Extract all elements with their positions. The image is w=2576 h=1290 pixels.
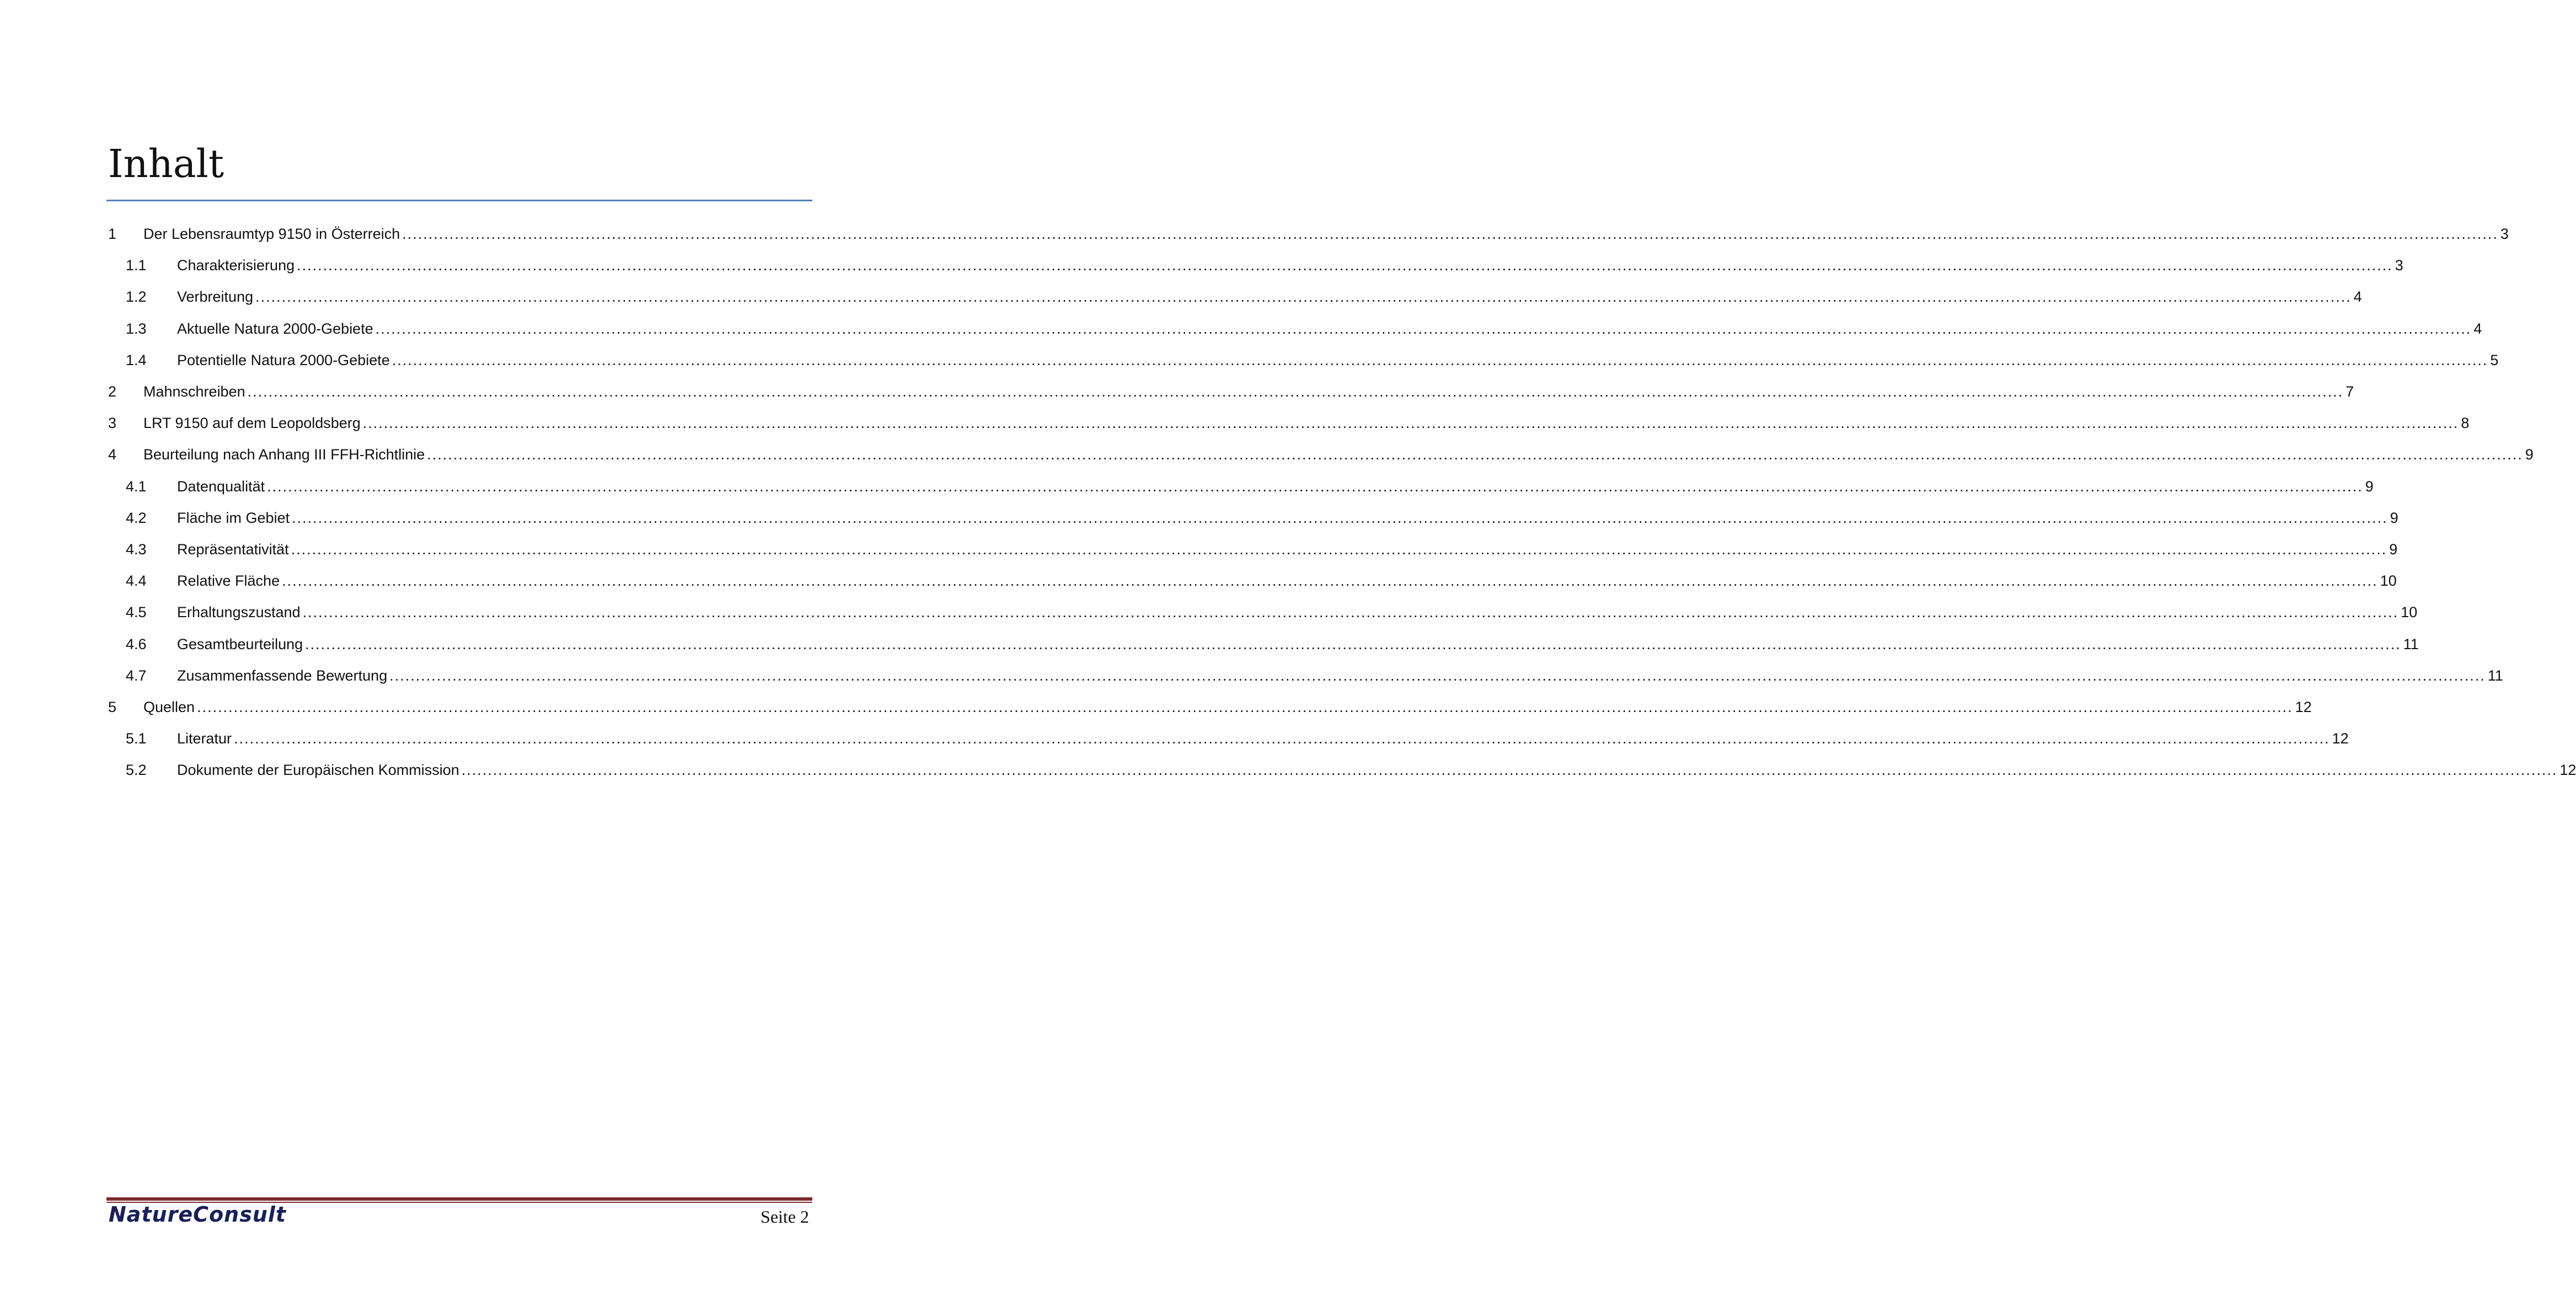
footer-brand-logo: NatureConsult (109, 1202, 287, 1227)
toc-entry-title[interactable]: LRT 9150 auf dem Leopoldsberg (143, 415, 361, 432)
toc-entry-page[interactable]: 7 (2345, 383, 2354, 400)
footer-rule (106, 1197, 812, 1201)
toc-entry[interactable] (126, 254, 2403, 276)
toc-entry-page[interactable]: 9 (2390, 509, 2398, 526)
toc-entry[interactable] (108, 696, 2312, 718)
toc-entry-title[interactable]: Gesamtbeurteilung (177, 635, 303, 652)
toc-dot-leader: ................................................................................................................................................................................................................................................................................................................................................................................................................ (297, 257, 2393, 274)
toc-entry-page[interactable]: 3 (2395, 257, 2403, 274)
toc-entry-title[interactable]: Zusammenfassende Bewertung (177, 667, 388, 684)
toc-entry[interactable] (126, 727, 2349, 750)
toc-dot-leader: ................................................................................................................................................................................................................................................................................................................................................................................................................ (292, 509, 2388, 526)
toc-entry-number: 4.7 (126, 667, 147, 684)
toc-entry[interactable] (126, 286, 2362, 308)
toc-entry-title[interactable]: Charakterisierung (177, 257, 295, 274)
toc-entry-number: 1.4 (126, 351, 147, 368)
toc-entry-page[interactable]: 12 (2332, 730, 2349, 747)
toc-entry-number: 5 (108, 699, 117, 715)
toc-entry-title[interactable]: Der Lebensraumtyp 9150 in Österreich (143, 226, 400, 242)
title-underline (106, 200, 812, 201)
toc-dot-leader: ................................................................................................................................................................................................................................................................................................................................................................................................................ (402, 226, 2498, 242)
toc-dot-leader: ................................................................................................................................................................................................................................................................................................................................................................................................................ (427, 446, 2523, 463)
toc-entry-number: 1.1 (126, 257, 147, 274)
toc-dot-leader: ................................................................................................................................................................................................................................................................................................................................................................................................................ (305, 635, 2401, 652)
toc-entry-number: 4.3 (126, 541, 147, 558)
toc-dot-leader: ................................................................................................................................................................................................................................................................................................................................................................................................................ (234, 730, 2330, 747)
toc-entry[interactable] (108, 223, 2509, 245)
toc-entry[interactable] (126, 633, 2419, 655)
toc-entry-title[interactable]: Fläche im Gebiet (177, 509, 290, 526)
toc-entry-title[interactable]: Verbreitung (177, 288, 254, 306)
toc-dot-leader: ................................................................................................................................................................................................................................................................................................................................................................................................................ (197, 699, 2293, 715)
toc-entry-page[interactable]: 4 (2473, 320, 2482, 337)
toc-dot-leader: ................................................................................................................................................................................................................................................................................................................................................................................................................ (302, 604, 2399, 621)
toc-entry[interactable] (126, 665, 2503, 687)
toc-dot-leader: ................................................................................................................................................................................................................................................................................................................................................................................................................ (282, 572, 2378, 590)
toc-entry-page[interactable]: 5 (2490, 351, 2499, 368)
toc-entry-title[interactable]: Erhaltungszustand (177, 604, 301, 621)
toc-entry-title[interactable]: Potentielle Natura 2000-Gebiete (177, 351, 390, 368)
toc-entry-number: 1.3 (126, 320, 147, 337)
toc-entry-number: 4.6 (126, 635, 147, 652)
toc-entry-number: 5.1 (126, 730, 147, 747)
toc-entry-title[interactable]: Datenqualität (177, 478, 265, 495)
footer-page-number: Seite 2 (761, 1207, 809, 1227)
toc-entry-title[interactable]: Dokumente der Europäischen Kommission (177, 762, 459, 779)
toc-entry-page[interactable]: 4 (2353, 288, 2362, 306)
toc-entry-page[interactable]: 9 (2389, 541, 2398, 558)
toc-entry[interactable] (126, 318, 2482, 340)
toc-entry-page[interactable]: 8 (2461, 415, 2470, 432)
toc-entry[interactable] (126, 475, 2374, 497)
toc-entry[interactable] (126, 507, 2398, 529)
toc-entry[interactable] (108, 381, 2354, 403)
toc-entry-title[interactable]: Repräsentativität (177, 541, 289, 558)
toc-entry-number: 1 (108, 226, 117, 242)
toc-dot-leader: ................................................................................................................................................................................................................................................................................................................................................................................................................ (362, 415, 2459, 432)
toc-entry-page[interactable]: 9 (2525, 446, 2534, 463)
toc-dot-leader: ................................................................................................................................................................................................................................................................................................................................................................................................................ (461, 762, 2558, 779)
toc-dot-leader: ................................................................................................................................................................................................................................................................................................................................................................................................................ (389, 667, 2486, 684)
toc-dot-leader: ................................................................................................................................................................................................................................................................................................................................................................................................................ (291, 541, 2387, 558)
toc-entry-number: 4.1 (126, 478, 147, 495)
toc-entry[interactable] (108, 412, 2470, 434)
toc-entry-title[interactable]: Quellen (143, 699, 195, 715)
toc-dot-leader: ................................................................................................................................................................................................................................................................................................................................................................................................................ (255, 288, 2352, 306)
toc-entry-number: 1.2 (126, 288, 147, 306)
toc-entry-number: 3 (108, 415, 117, 432)
page-title: Inhalt (108, 141, 224, 186)
toc-entry-page[interactable]: 11 (2403, 635, 2419, 652)
toc-dot-leader: ................................................................................................................................................................................................................................................................................................................................................................................................................ (392, 351, 2488, 368)
toc-entry-number: 4 (108, 446, 117, 463)
toc-dot-leader: ................................................................................................................................................................................................................................................................................................................................................................................................................ (247, 383, 2344, 400)
toc-entry-title[interactable]: Literatur (177, 730, 232, 747)
toc-entry[interactable] (126, 601, 2418, 623)
toc-entry[interactable] (126, 570, 2397, 592)
toc-entry-title[interactable]: Beurteilung nach Anhang III FFH-Richtlinie (143, 446, 425, 463)
toc-entry[interactable] (108, 443, 2534, 465)
toc-dot-leader: ................................................................................................................................................................................................................................................................................................................................................................................................................ (375, 320, 2472, 337)
toc-entry-number: 4.4 (126, 572, 147, 590)
toc-entry-number: 5.2 (126, 762, 147, 779)
toc-entry-title[interactable]: Mahnschreiben (143, 383, 245, 400)
toc-dot-leader: ................................................................................................................................................................................................................................................................................................................................................................................................................ (267, 478, 2363, 495)
toc-entry-page[interactable]: 10 (2380, 572, 2397, 590)
toc-entry-page[interactable]: 11 (2487, 667, 2503, 684)
toc-entry-page[interactable]: 10 (2401, 604, 2418, 621)
toc-entry-page[interactable]: 12 (2295, 699, 2312, 715)
toc-entry[interactable] (126, 538, 2398, 560)
toc-entry-page[interactable]: 9 (2365, 478, 2374, 495)
toc-entry-number: 2 (108, 383, 117, 400)
toc-entry-number: 4.2 (126, 509, 147, 526)
toc-entry[interactable] (126, 349, 2499, 371)
toc-entry[interactable] (126, 759, 2576, 781)
toc-entry-page[interactable]: 3 (2500, 226, 2509, 242)
toc-entry-number: 4.5 (126, 604, 147, 621)
toc-entry-title[interactable]: Relative Fläche (177, 572, 280, 590)
toc-entry-title[interactable]: Aktuelle Natura 2000-Gebiete (177, 320, 373, 337)
toc-entry-page[interactable]: 12 (2559, 762, 2576, 779)
